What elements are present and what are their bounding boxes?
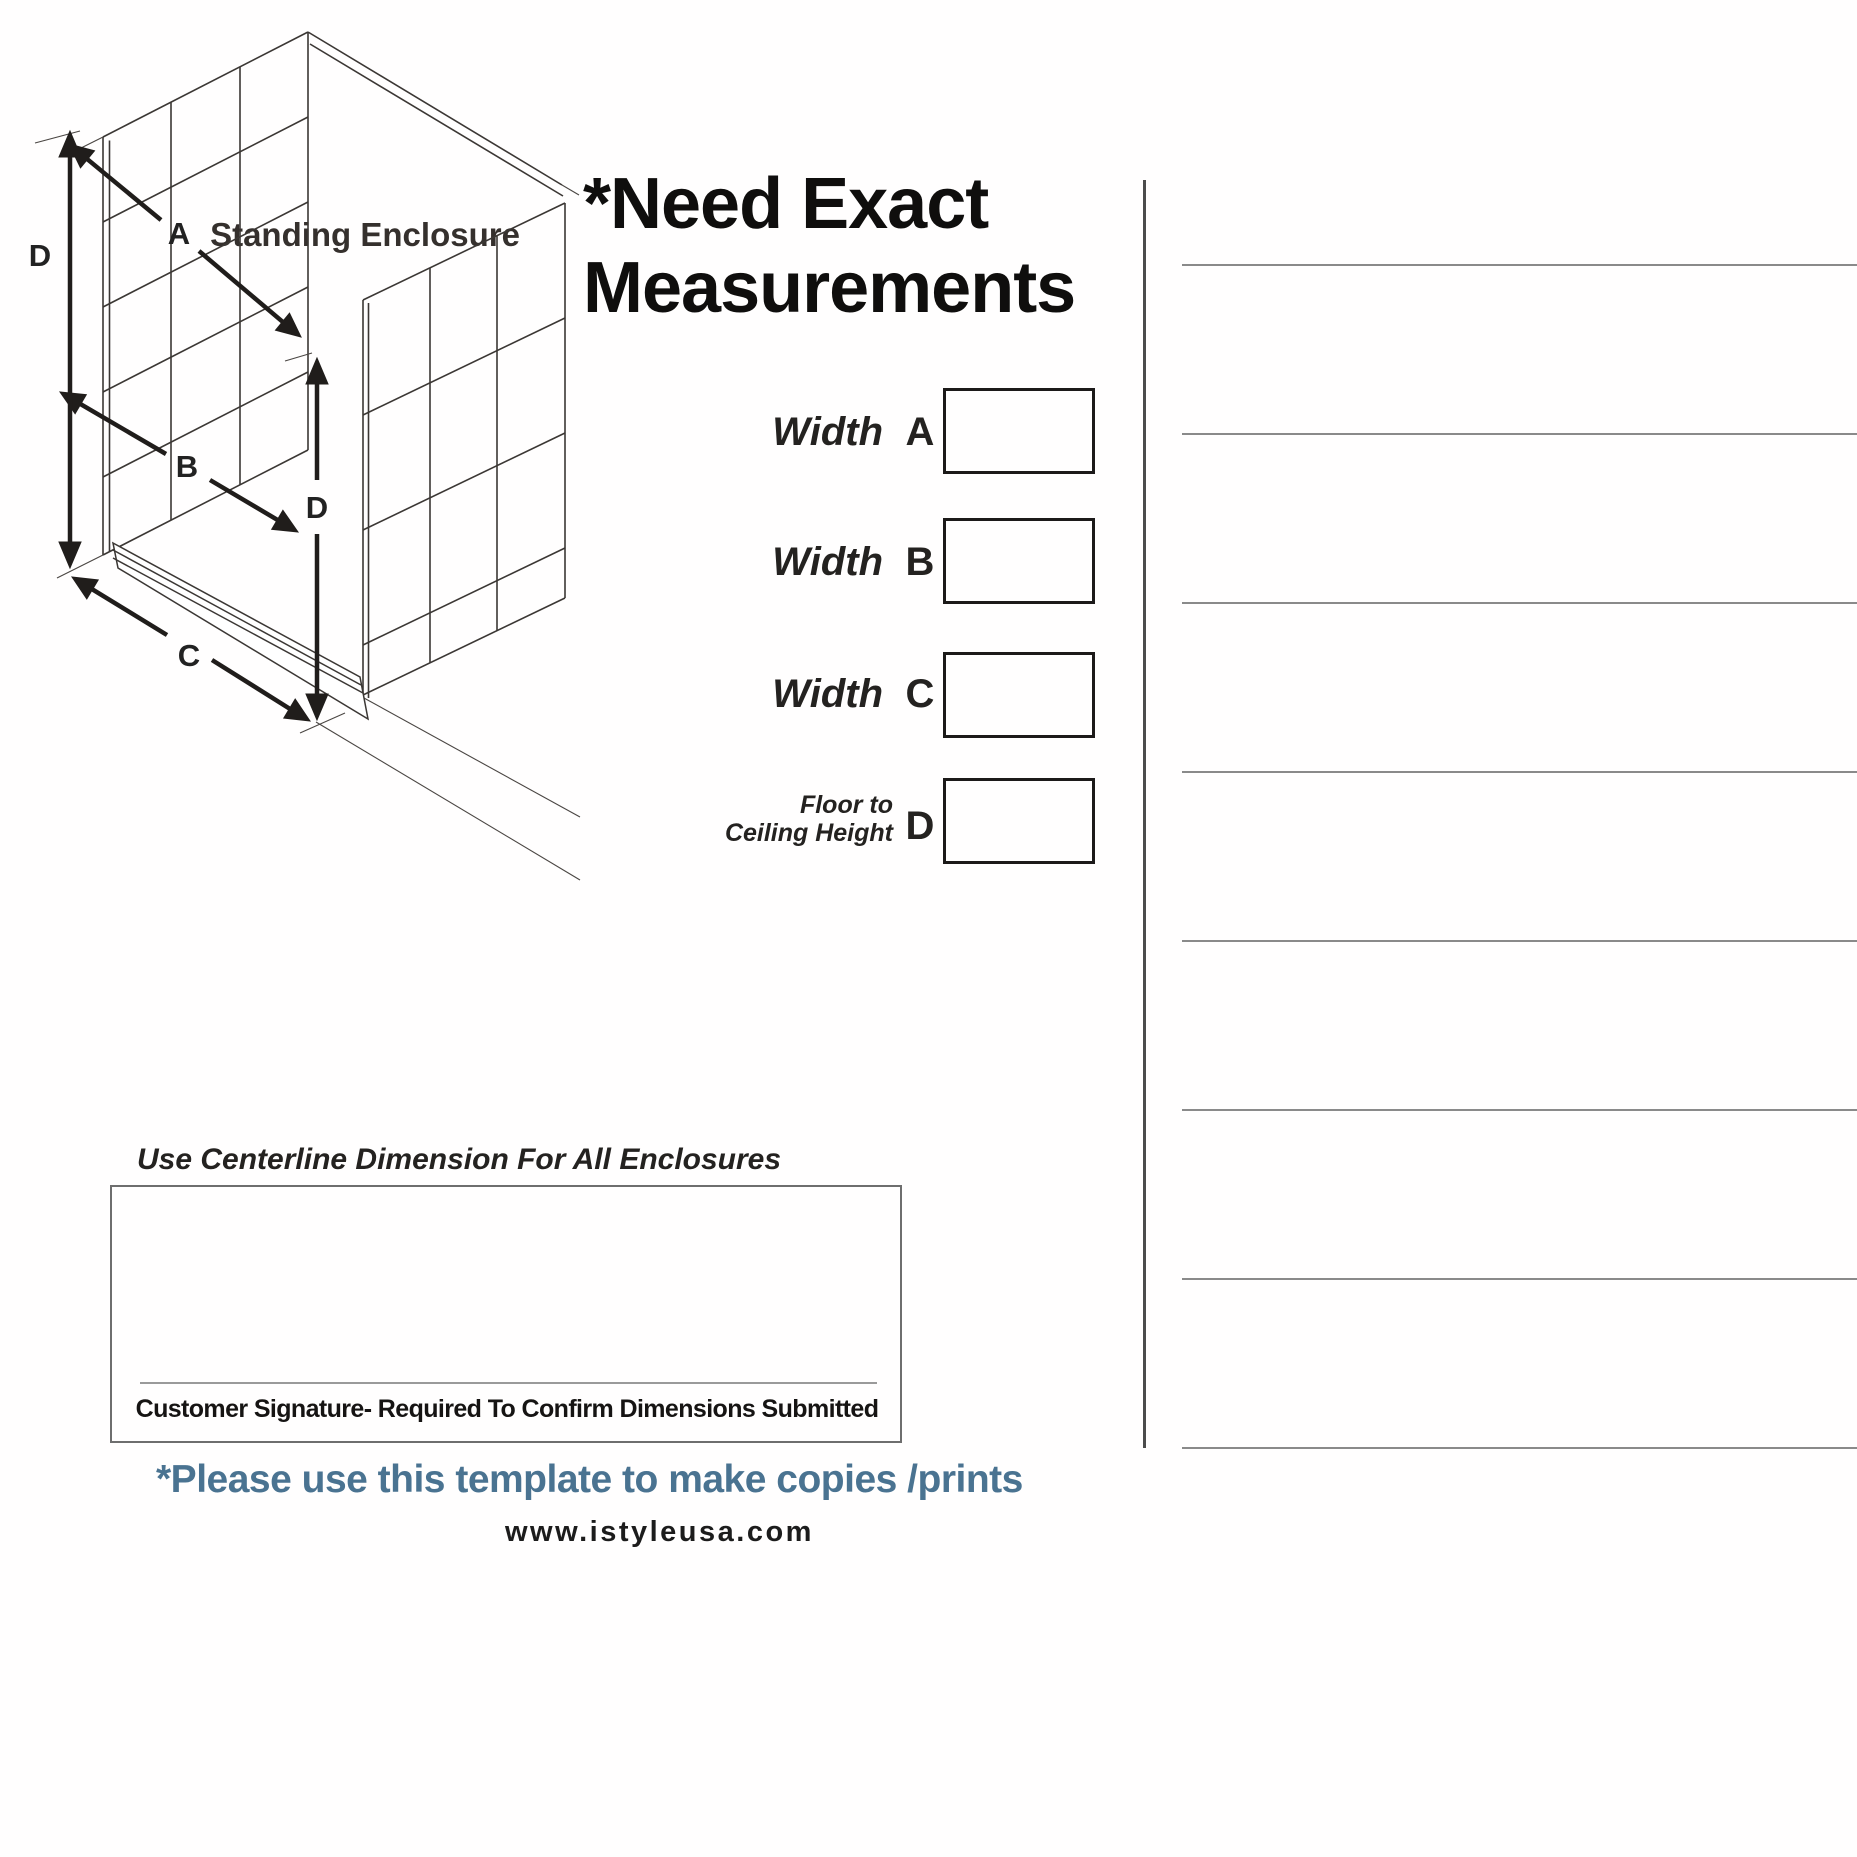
copies-note: *Please use this template to make copies /prints: [156, 1458, 1023, 1501]
dimension-arrows: [59, 131, 328, 721]
diagram-title: Standing Enclosure: [210, 216, 520, 253]
standing-enclosure-diagram: [0, 0, 740, 920]
ruled-line: [1182, 940, 1857, 942]
ruled-line: [1182, 264, 1857, 266]
ruled-line: [1182, 433, 1857, 435]
dim-label-a: A: [167, 216, 191, 251]
floor-to-ceiling-label: Floor to Ceiling Height: [724, 791, 893, 847]
width-a-input[interactable]: [943, 388, 1095, 474]
floor-to-ceiling-input[interactable]: [943, 778, 1095, 864]
width-b-label: Width: [772, 540, 883, 584]
ruled-line: [1182, 602, 1857, 604]
signature-caption: Customer Signature- Required To Confirm Dimensions Submitted: [135, 1395, 879, 1423]
width-b-input[interactable]: [943, 518, 1095, 604]
signature-area[interactable]: [110, 1185, 902, 1443]
floor-to-ceiling-letter: D: [905, 804, 935, 848]
dim-label-b: B: [175, 449, 199, 484]
width-a-label: Width: [772, 410, 883, 454]
width-b-letter: B: [905, 540, 935, 584]
page-heading-line1: *Need Exact: [583, 164, 989, 244]
centerline-note: Use Centerline Dimension For All Enclosures: [137, 1143, 782, 1176]
width-a-letter: A: [905, 410, 935, 454]
threshold-sill: [113, 543, 368, 719]
ruled-line: [1182, 1447, 1857, 1449]
page-heading-line2: Measurements: [583, 248, 1076, 328]
ruled-line: [1182, 1109, 1857, 1111]
ruled-line: [1182, 771, 1857, 773]
dim-label-d-left: D: [28, 238, 52, 273]
width-c-input[interactable]: [943, 652, 1095, 738]
signature-line[interactable]: [140, 1382, 877, 1384]
vertical-divider: [1143, 180, 1146, 1448]
website-text: www.istyleusa.com: [505, 1516, 814, 1548]
page-heading: [583, 162, 1075, 330]
dim-label-d-center: D: [305, 490, 329, 525]
width-c-label: Width: [772, 672, 883, 716]
width-c-letter: C: [905, 672, 935, 716]
ruled-line: [1182, 1278, 1857, 1280]
dim-label-c: C: [177, 638, 201, 673]
